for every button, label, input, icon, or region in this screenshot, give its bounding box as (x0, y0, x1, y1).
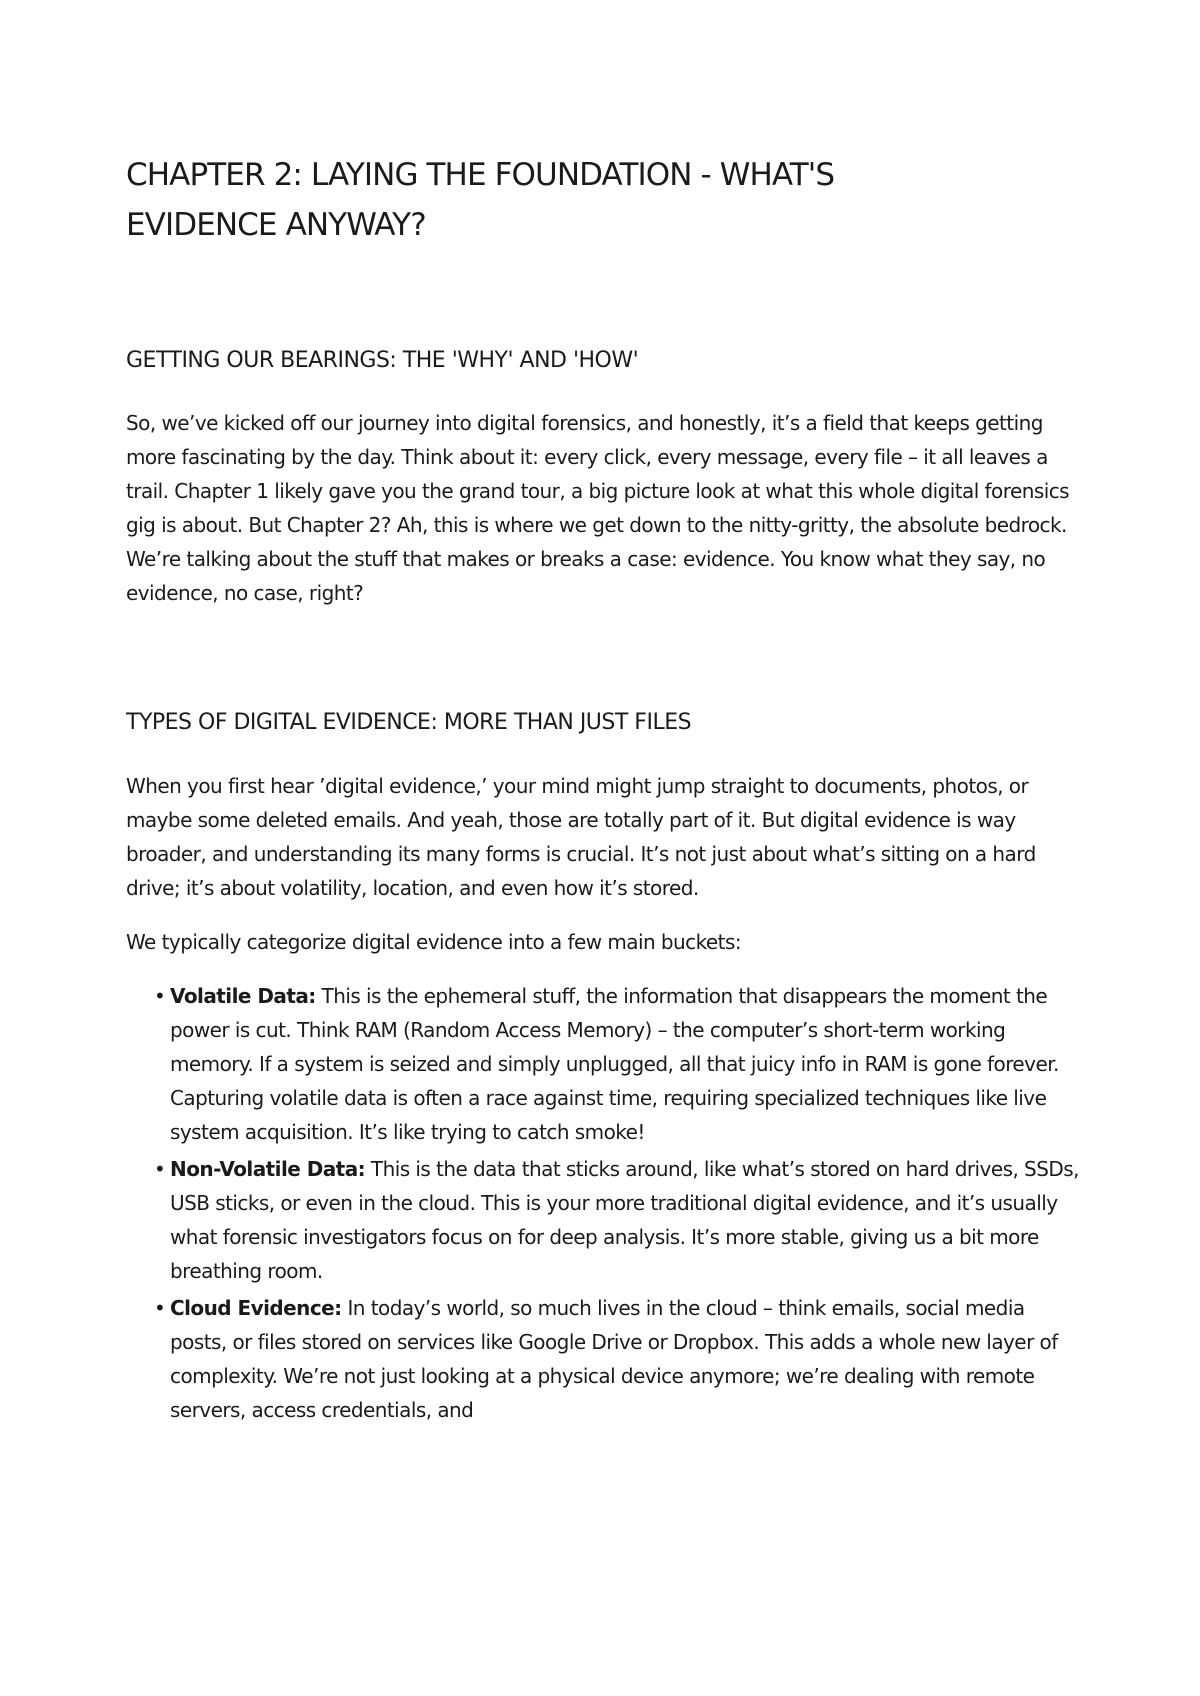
list-item-text: In today’s world, so much lives in the cloud – think emails, social media posts, or files stored on services like Google Drive or Dropbox. This adds a whole new layer of complexity. We’re not just looking at a physical device anymore; we’re dealing with remote servers, access credentials, and (170, 1296, 1058, 1422)
types-paragraph: When you first hear ’digital evidence,’ your mind might jump straight to documents, photos, or maybe some deleted emails. And yeah, those are totally part of it. But digital evidence is way broader, and understanding its many forms is crucial. It’s not just about what’s sitting on a hard drive; it’s about volatility, location, and even how it’s stored. (126, 774, 1036, 900)
chapter-title: CHAPTER 2: LAYING THE FOUNDATION - WHAT'S EVIDENCE ANYWAY? (126, 157, 835, 243)
section-heading-getting-our-bearings: GETTING OUR BEARINGS: THE 'WHY' AND 'HOW' (126, 348, 639, 373)
list-item-text: This is the data that sticks around, like what’s stored on hard drives, SSDs, USB sticks, or even in the cloud. This is your more traditional digital evidence, and it’s usually what forensic investigators focus on for deep analysis. It’s more stable, giving us a bit more breathing room. (170, 1157, 1079, 1283)
list-item-term: Non-Volatile Data: (170, 1157, 366, 1181)
list-item-volatile-data (154, 979, 1086, 1149)
bullet-icon: • (154, 984, 166, 1008)
list-item-cloud-evidence (154, 1291, 1086, 1427)
section-heading-types-of-evidence: TYPES OF DIGITAL EVIDENCE: MORE THAN JUST FILES (126, 710, 692, 735)
bullet-icon: • (154, 1157, 166, 1181)
evidence-buckets-list (126, 979, 1086, 1427)
list-item-term: Cloud Evidence: (170, 1296, 342, 1320)
list-item-non-volatile-data (154, 1152, 1086, 1288)
list-item-text: This is the ephemeral stuff, the information that disappears the moment the power is cut. Think RAM (Random Access Memory) – the computer’s short-term working memory. If a system is seized and simply unplugged, all that juicy info in RAM is gone forever. Capturing volatile data is often a race against time, requiring specialized techniques like live system acquisition. It’s like trying to catch smoke! (170, 984, 1059, 1144)
intro-paragraph: So, we’ve kicked off our journey into digital forensics, and honestly, it’s a field that keeps getting more fascinating by the day. Think about it: every click, every message, every file – it all leaves a trail. Chapter 1 likely gave you the grand tour, a big picture look at what this whole digital forensics gig is about. But Chapter 2? Ah, this is where we get down to the nitty-gritty, the absolute bedrock. We’re talking about the stuff that makes or breaks a case: evidence. You know what they say, no evidence, no case, right? (126, 411, 1070, 605)
bullet-icon: • (154, 1296, 166, 1320)
document-page (126, 150, 1086, 1430)
buckets-intro-paragraph: We typically categorize digital evidence into a few main buckets: (126, 930, 742, 954)
list-item-term: Volatile Data: (170, 984, 316, 1008)
